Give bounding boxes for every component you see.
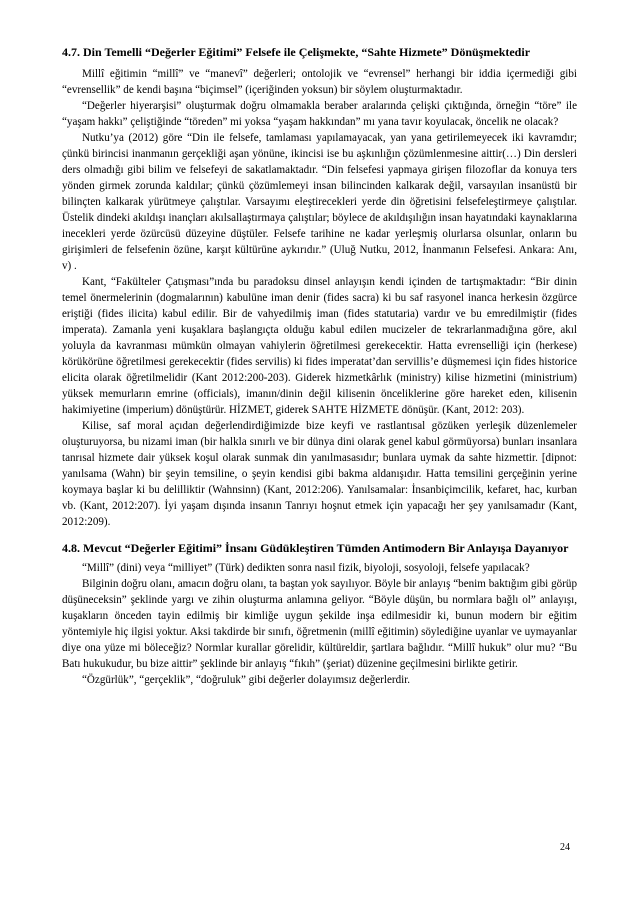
section-heading-4-7: 4.7. Din Temelli “Değerler Eğitimi” Felsefe ile Çelişmekte, “Sahte Hizmete” Dönüşmektedir [62,45,531,59]
section-heading-4-8: 4.8. Mevcut “Değerler Eğitimi” İnsanı Güdükleştiren Tümden Antimodern Bir Anlayışa Dayanıyor [62,541,569,555]
page-number: 24 [560,842,570,853]
paragraph: “Değerler hiyerarşisi” oluşturmak doğru olmamakla beraber aralarında çelişki çıktığında, örneğin “töre” ile “yaşam hakkı” çeliştiğinde “töreden” mi yoksa “yaşam hakkından” mı yana tavır koyulacak, öncelik ne olacak? [62,100,577,128]
paragraph: Bilginin doğru olanı, amacın doğru olanı, ta baştan yok sayılıyor. Böyle bir anlayış “benim baktığım gibi görüp düşüneceksin” şeklinde yargı ve zihin oluşturma anlamına geliyor. “Böyle düşün, bu normlara bağlı ol” anlayışı, kuşakların önceden tayin edilmiş bir kimliğe uygun şekilde inşa edilmesidir ki, bunun modern bir eğitim yöntemiyle hiç ilgisi yoktur. Aksi takdirde bir sınıfı, öğretmenin (millî eğitimin) söylediğine uyanlar ve uymayanlar diye ona yüze mi böleceğiz? Normlar kurallar görelidir, kültüreldir, şartlara bağlıdır. “Millî hukuk” olur mu? “Bu Batı hukukudur, bu bize aittir” şeklinde bir anlayış “fıkıh” (şeriat) düzenine geçilmesini birlikte getirir. [62,578,577,670]
paragraph: “Millî” (dini) veya “milliyet” (Türk) dedikten sonra nasıl fizik, biyoloji, sosyoloji, felsefe yapılacak? [82,562,530,574]
paragraph: “Özgürlük”, “gerçeklik”, “doğruluk” gibi değerler dolayımsız değerlerdir. [82,674,411,686]
paragraph: Kilise, saf moral açıdan değerlendirdiğimizde bize keyfi ve rastlantısal gözüken yerleşik düzenlemeler oluşturuyorsa, bu nizami iman (bir halkla sınırlı ve bir dünya dini olarak genel kabul görmüyorsa) bunları insanlara tanrısal hizmete dair yüksek koşul olarak sunmak din yanılmasasıdır; bunlara uymak da sahte hizmettir. [dipnot: yanılsama (Wahn) bir şeyin temsiline, o şeyin kendisi gibi bakma aldanışıdır. Hatta temsilini gerçeğinin yerine koymaya başlar ki bu delilliktir (Wahnsinn) (Kant, 2012:206). Yanılsamalar: İnsanbiçimcilik, kefaret, hac, kurban vb. (Kant, 2012:207). İyi yaşam dışında insanın Tanrıyı hoşnut etmek için yapacağı her şey yanılsamadır (Kant, 2012:209). [62,420,577,528]
paragraph: Millî eğitimin “millî” ve “manevî” değerleri; ontolojik ve “evrensel” herhangi bir iddia içermediği gibi “evrensellik” de kendi başına “biçimsel” (içeriğinden yoksun) bir söylem oluşturmaktadır. [62,68,577,96]
paragraph: Nutku’ya (2012) göre “Din ile felsefe, tamlaması yapılamayacak, yan yana getirilemeyecek iki kavramdır; çünkü birincisi inanmanın gerçekliği aşan yönüne, ikincisi ise bu aşkınlığın çözümlenmesine aittir(…) Din dersleri ders olmadığı gibi bilim ve felsefeyi de sakatlamaktadır. “Din felsefesi yapmaya girişen filozoflar da konuya ters yönden girmek zorunda kaldılar; çünkü çözümlemeyi insan bilincinden kalkarak değil, varsayılan insanüstü bir bilinçten kalkarak yürütmeye çalıştılar. Varsayımı eleştirecekleri yerde din öğretisini felsefeleştirmeye çalıştılar. Üstelik dindeki akıldışı inançları akılsallaştırmaya çalıştılar; böylece de akıldışılığın insan hayatındaki kaynaklarına inecekleri yerde özürcüsü düzeyine düştüler. Felsefe tarihine ne kadar yerleşmiş olurlarsa olsunlar, onların bu girişimleri de felsefenin özüne, karşıt kültürüne aykırıdır.” (Uluğ Nutku, 2012, İnanmanın Felsefesi. Ankara: Anı, v) . [62,132,577,272]
paragraph: Kant, “Fakülteler Çatışması”ında bu paradoksu dinsel anlayışın kendi içinden de tartışmaktadır: “Bir dinin temel önermelerinin (dogmalarının) kabulüne iman denir (fides sacra) ki bu saf rasyonel inanca herkesin özgürce eriştiği (fides ilicita) kabul edilir. Bir de vahyedilmiş iman (fides statutaria) vardır ve bu emredilmiştir (fides imperata). Zamanla yeni kuşaklara başlangıçta olduğu kabul edilen mucizeler de tekrarlanmadığına göre, akıl yoluyla da kavranması mümkün olmayan vahiylerin öğretilmesi gerekecektir. Hatta evrenselliği için (herkese) körükörüne öğretilmesi gerekecektir (fides servilis) ki fides imperatat’dan servillis’e düşmemesi için fides historice elicita olarak öğretilmelidir (Kant 2012:200-203). Giderek hizmetkârlık (ministry) kilise hizmetini (ministrium) yüksek memurların emrine (officials), imanın/dinin değil kilisenin önceliklerine göre hareket eden, kilisenin hakimiyetine (imperium) dönüştürür. HİZMET, giderek SAHTE HİZMETE dönüşür. (Kant, 2012: 203). [62,276,577,416]
document-page [62,44,577,688]
